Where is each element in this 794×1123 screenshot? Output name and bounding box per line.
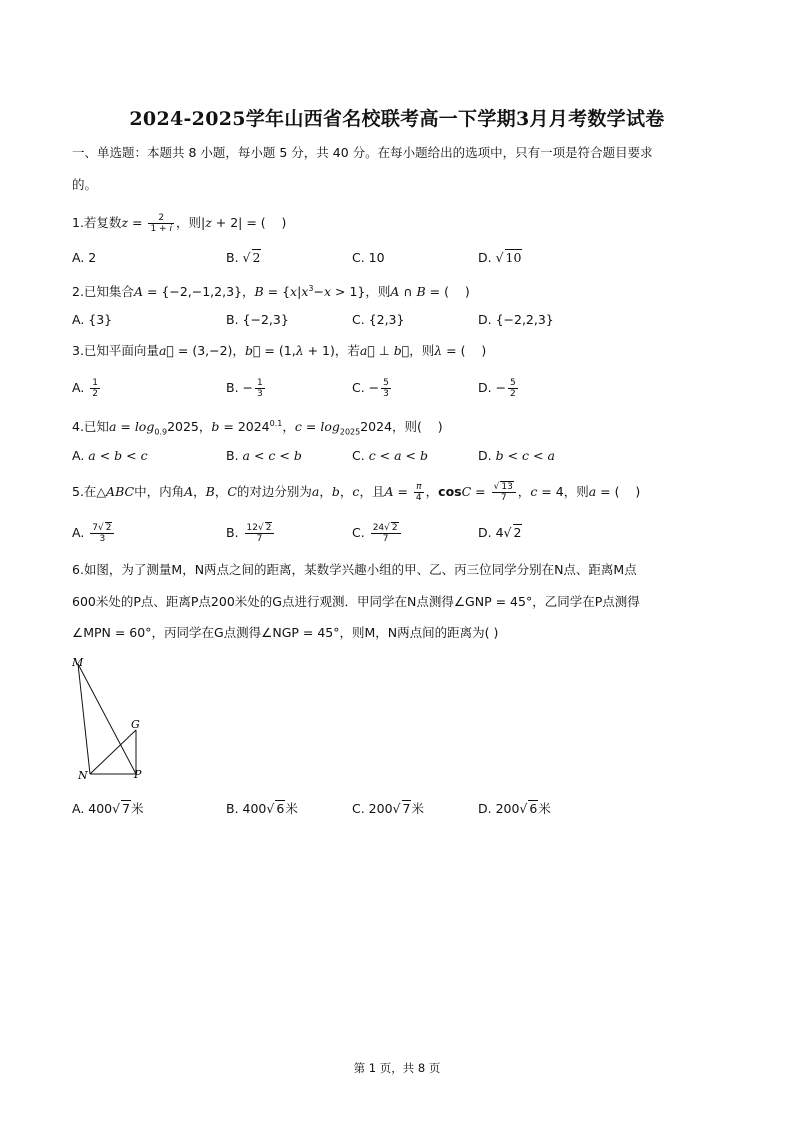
q2-option-d[interactable]: D. {−2,2,3} <box>478 312 554 327</box>
q6-option-c[interactable]: C. 200√ 7米 <box>352 801 424 816</box>
segment-MN <box>78 664 90 774</box>
q4-option-b[interactable]: B. a < c < b <box>226 448 302 463</box>
label-P: P <box>134 768 142 781</box>
question-3-options <box>72 378 722 398</box>
page-title: 2024-2025学年山西省名校联考高一下学期3月月考数学试卷 <box>129 108 665 130</box>
question-6-stem-line1: 6.如图，为了测量M，N两点之间的距离，某数学兴趣小组的甲、乙、丙三位同学分别在N点、距离M点 <box>72 562 637 577</box>
q1-option-a[interactable]: A. 2 <box>72 250 97 265</box>
q4-option-c[interactable]: C. c < a < b <box>352 448 429 463</box>
q6-option-a[interactable]: A. 400√ 7米 <box>72 801 144 816</box>
question-6-stem-line2: 600米处的P点、距离P点200米处的G点进行观测．甲同学在N点测得∠GNP = 45°，乙同学在P点测得 <box>72 594 640 609</box>
q3-option-b[interactable]: B. − $\frac{1}{3}$ <box>226 378 263 399</box>
q3-option-a[interactable]: A. $\frac{1}{2}$ <box>72 378 99 399</box>
question-5-stem: 5.在△ABC中，内角A，B，C的对边分别为a，b，c，且A = $\frac{\pi}{4}$ ，cosC = $\frac{√ 13}{7}$ ，c = 4，则a = ( ) <box>72 482 641 503</box>
label-N: N <box>78 769 88 782</box>
q1-option-b[interactable]: B. √ 2 <box>226 250 261 265</box>
q5-option-a[interactable]: A. $\frac{7√ 2}{3}$ <box>72 523 116 544</box>
segment-NG <box>90 730 136 774</box>
q2-option-a[interactable]: A. {3} <box>72 312 113 327</box>
q2-option-b[interactable]: B. {−2,3} <box>226 312 289 327</box>
question-4-options <box>72 446 722 466</box>
q5-option-c[interactable]: C. $\frac{24√ 2}{7}$ <box>352 523 403 544</box>
question-1-stem: 1.若复数z = $\frac{2}{1 + i}$ ，则|z + 2| = ( ) <box>72 213 287 234</box>
label-M: M <box>72 656 84 669</box>
question-2-options <box>72 310 722 330</box>
q2-option-c[interactable]: C. {2,3} <box>352 312 405 327</box>
q6-option-b[interactable]: B. 400√ 6米 <box>226 801 298 816</box>
q3-option-c[interactable]: C. − $\frac{5}{3}$ <box>352 378 389 399</box>
question-4-stem: 4.已知$a = \log_{0.9}2025$，$b = 2024^{0.1}$，$c = \log_{2025}2024$，则( ) <box>72 419 443 437</box>
q4-option-a[interactable]: A. a < b < c <box>72 448 148 463</box>
label-G: G <box>131 718 140 731</box>
q4-option-d[interactable]: D. b < c < a <box>478 448 555 463</box>
q1-option-c[interactable]: C. 10 <box>352 250 385 265</box>
question-6-stem-line3: ∠MPN = 60°，丙同学在G点测得∠NGP = 45°，则M，N两点间的距离为( ) <box>72 625 499 640</box>
q5-option-b[interactable]: B. $\frac{12√ 2}{7}$ <box>226 523 276 544</box>
section-header-line1: 一、单选题：本题共 8 小题，每小题 5 分，共 40 分。在每小题给出的选项中，只有一项是符合题目要求 <box>72 145 653 160</box>
q1-option-d[interactable]: D. √ 10 <box>478 250 522 265</box>
question-2-stem: 2.已知集合A = {−2,−1,2,3}，$B = \{x|x^3-x > 1\}$，则A ∩ B = ( ) <box>72 284 470 300</box>
q3-option-d[interactable]: D. − $\frac{5}{2}$ <box>478 378 516 399</box>
question-5-options <box>72 523 722 543</box>
q6-option-d[interactable]: D. 200√ 6米 <box>478 801 551 816</box>
page-footer: 第 1 页，共 8 页 <box>353 1061 441 1075</box>
triangle-figure <box>72 652 162 787</box>
question-1-options <box>72 248 722 268</box>
section-header-line2: 的。 <box>72 177 98 192</box>
question-3-stem: 3.已知平面向量a⃗ = (3,−2)，b⃗ = (1,λ + 1)，若a⃗ ⊥ b⃗，则λ = ( ) <box>72 343 487 358</box>
q5-option-d[interactable]: D. 4√ 2 <box>478 525 522 540</box>
question-6-options <box>72 799 722 819</box>
